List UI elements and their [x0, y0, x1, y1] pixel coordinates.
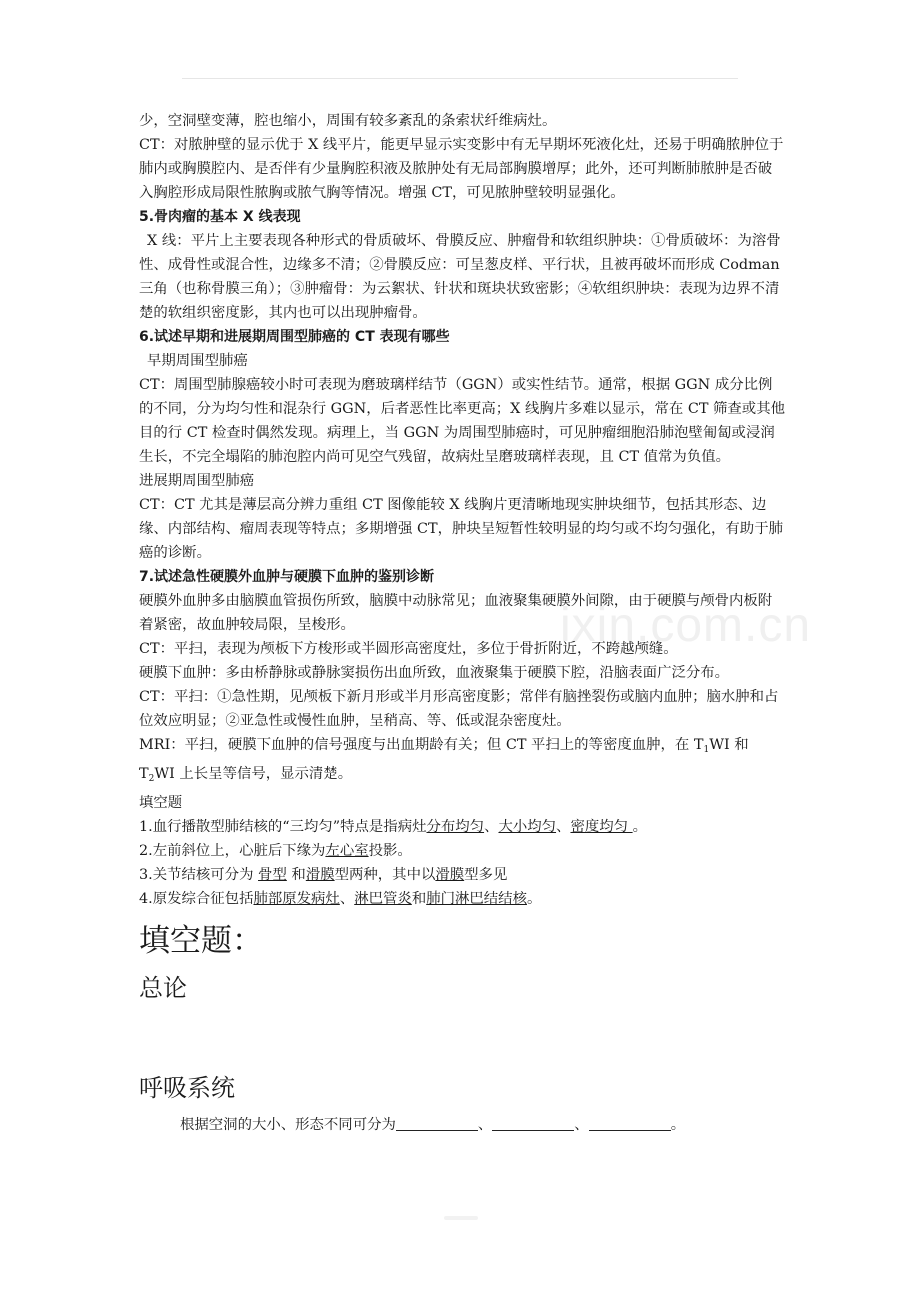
paragraph: CT：CT 尤其是薄层高分辨力重组 CT 图像能较 X 线胸片更清晰地现实肿块细节，包括其形态、边缘、内部结构、瘤周表现等特点；多期增强 CT，肿块呈短暂性较明显的均匀或不均匀强化，有助于肺癌的诊断。 — [139, 497, 783, 561]
answer: 大小均匀 — [498, 819, 557, 835]
text: 和 — [411, 891, 427, 907]
text: 。 — [526, 891, 542, 907]
blank-field[interactable] — [492, 1116, 574, 1131]
fill-question-2 — [139, 839, 785, 863]
paragraph: 进展期周围型肺癌 — [139, 473, 255, 489]
answer: 左心室 — [325, 843, 369, 859]
paragraph: CT：对脓肿壁的显示优于 X 线平片，能更早显示实变影中有无早期坏死液化灶，还易于明确脓肿位于肺内或胸膜腔内、是否伴有少量胸腔积液及脓肿处有无局部胸膜增厚；此外，还可判断肺脓肿是否破入胸腔形成局限性脓胸或脓气胸等情况。增强 CT，可见脓肿壁较明显强化。 — [139, 137, 784, 201]
section-heading: 6.试述早期和进展期周围型肺癌的 CT 表现有哪些 — [139, 329, 450, 345]
cavity-question — [139, 1113, 785, 1137]
text: 4.原发综合征包括 — [139, 891, 254, 907]
answer: 分布均匀 — [426, 819, 485, 835]
text: 型多见 — [464, 867, 508, 883]
text: 、 — [484, 819, 499, 835]
text: 、 — [574, 1117, 589, 1133]
chapter-heading: 总论 — [139, 974, 187, 1002]
paragraph — [139, 733, 785, 791]
text: WI 上长呈等信号，显示清楚。 — [154, 766, 353, 782]
text: 。 — [632, 819, 647, 835]
text: 、 — [339, 891, 355, 907]
answer: 滑膜 — [305, 867, 335, 883]
answer: 肺门淋巴结结核 — [426, 891, 527, 907]
paragraph: CT：平扫，表现为颅板下方梭形或半圆形高密度灶，多位于骨折附近，不跨越颅缝。 — [139, 641, 678, 657]
section-heading: 7.试述急性硬膜外血肿与硬膜下血肿的鉴别诊断 — [139, 569, 435, 585]
text: 、 — [556, 819, 571, 835]
big-heading: 填空题： — [139, 923, 263, 959]
text: 3.关节结核可分为 — [139, 867, 259, 883]
text: 2.左前斜位上，心脏后下缘为 — [139, 843, 326, 859]
watermark: ixin.com.cn — [560, 599, 812, 652]
paragraph: 硬膜下血肿：多由桥静脉或静脉窦损伤出血所致，血液聚集于硬膜下腔，沿脑表面广泛分布。 — [139, 665, 730, 681]
paragraph: 早期周围型肺癌 — [147, 353, 248, 369]
paragraph: X 线：平片上主要表现各种形式的骨质破坏、骨膜反应、肿瘤骨和软组织肿块：①骨质破坏：为溶骨性、成骨性或混合性，边缘多不清；②骨膜反应：可呈葱皮样、平行状，且被再破坏而形成 Codman 三角（也称骨膜三角）；③肿瘤骨：为云絮状、针状和斑块状致密影；④软组织肿块：表现为边界不清楚的软组织密度影，其内也可以出现肿瘤骨。 — [139, 233, 781, 321]
header-rule — [182, 78, 738, 79]
answer: 肺部原发病灶 — [253, 891, 340, 907]
blank-field[interactable] — [396, 1116, 478, 1131]
subscript: 2 — [148, 774, 155, 784]
text: 根据空洞的大小、形态不同可分为 — [180, 1117, 396, 1133]
document-body — [139, 109, 785, 1137]
answer: 淋巴管炎 — [354, 891, 412, 907]
text: WI 和 T — [139, 737, 749, 782]
fill-question-3 — [139, 863, 785, 887]
paragraph: CT：平扫：①急性期，见颅板下新月形或半月形高密度影；常伴有脑挫裂伤或脑内血肿；脑水肿和占位效应明显；②亚急性或慢性血肿，呈稍高、等、低或混杂密度灶。 — [139, 689, 779, 729]
answer: 骨型 — [258, 867, 287, 883]
text: 、 — [477, 1117, 493, 1133]
paragraph: CT：周围型肺腺癌较小时可表现为磨玻璃样结节（GGN）或实性结节。通常，根据 GGN 成分比例的不同，分为均匀性和混杂行 GGN，后者恶性比率更高；X 线胸片多难以显示，常在 CT 筛查或其他目的行 CT 检查时偶然发现。病理上，当 GGN 为周围型肺癌时，可见肿瘤细胞沿肺泡壁匍匐或浸润生长，不完全塌陷的肺泡腔内尚可见空气残留，故病灶呈磨玻璃样表现，且 CT 值常为负值。 — [139, 377, 785, 465]
fill-question-4 — [139, 887, 785, 911]
answer: 密度均匀 — [570, 819, 633, 835]
text: 1.血行播散型肺结核的“三均匀”特点是指病灶 — [139, 819, 427, 835]
fill-question-1 — [139, 815, 785, 839]
answer: 滑膜 — [435, 867, 465, 883]
footer-mark — [444, 1216, 478, 1220]
text: 投影。 — [368, 843, 412, 859]
paragraph: 硬膜外血肿多由脑膜血管损伤所致，脑膜中动脉常见；血液聚集硬膜外间隙，由于硬膜与颅骨内板附着紧密，故血肿较局限，呈梭形。 — [139, 593, 773, 633]
paragraph: 填空题 — [139, 795, 183, 811]
text: 。 — [670, 1117, 686, 1133]
subscript: 1 — [703, 745, 710, 755]
text: 和 — [286, 867, 306, 883]
section-heading: 5.骨肉瘤的基本 X 线表现 — [139, 209, 301, 225]
chapter-heading: 呼吸系统 — [139, 1074, 235, 1102]
text: MRI：平扫，硬膜下血肿的信号强度与出血期龄有关；但 CT 平扫上的等密度血肿，在 T — [139, 737, 704, 753]
blank-field[interactable] — [589, 1116, 671, 1131]
paragraph: 少，空洞壁变薄，腔也缩小，周围有较多紊乱的条索状纤维病灶。 — [139, 113, 557, 129]
text: 型两种，其中以 — [334, 867, 436, 883]
